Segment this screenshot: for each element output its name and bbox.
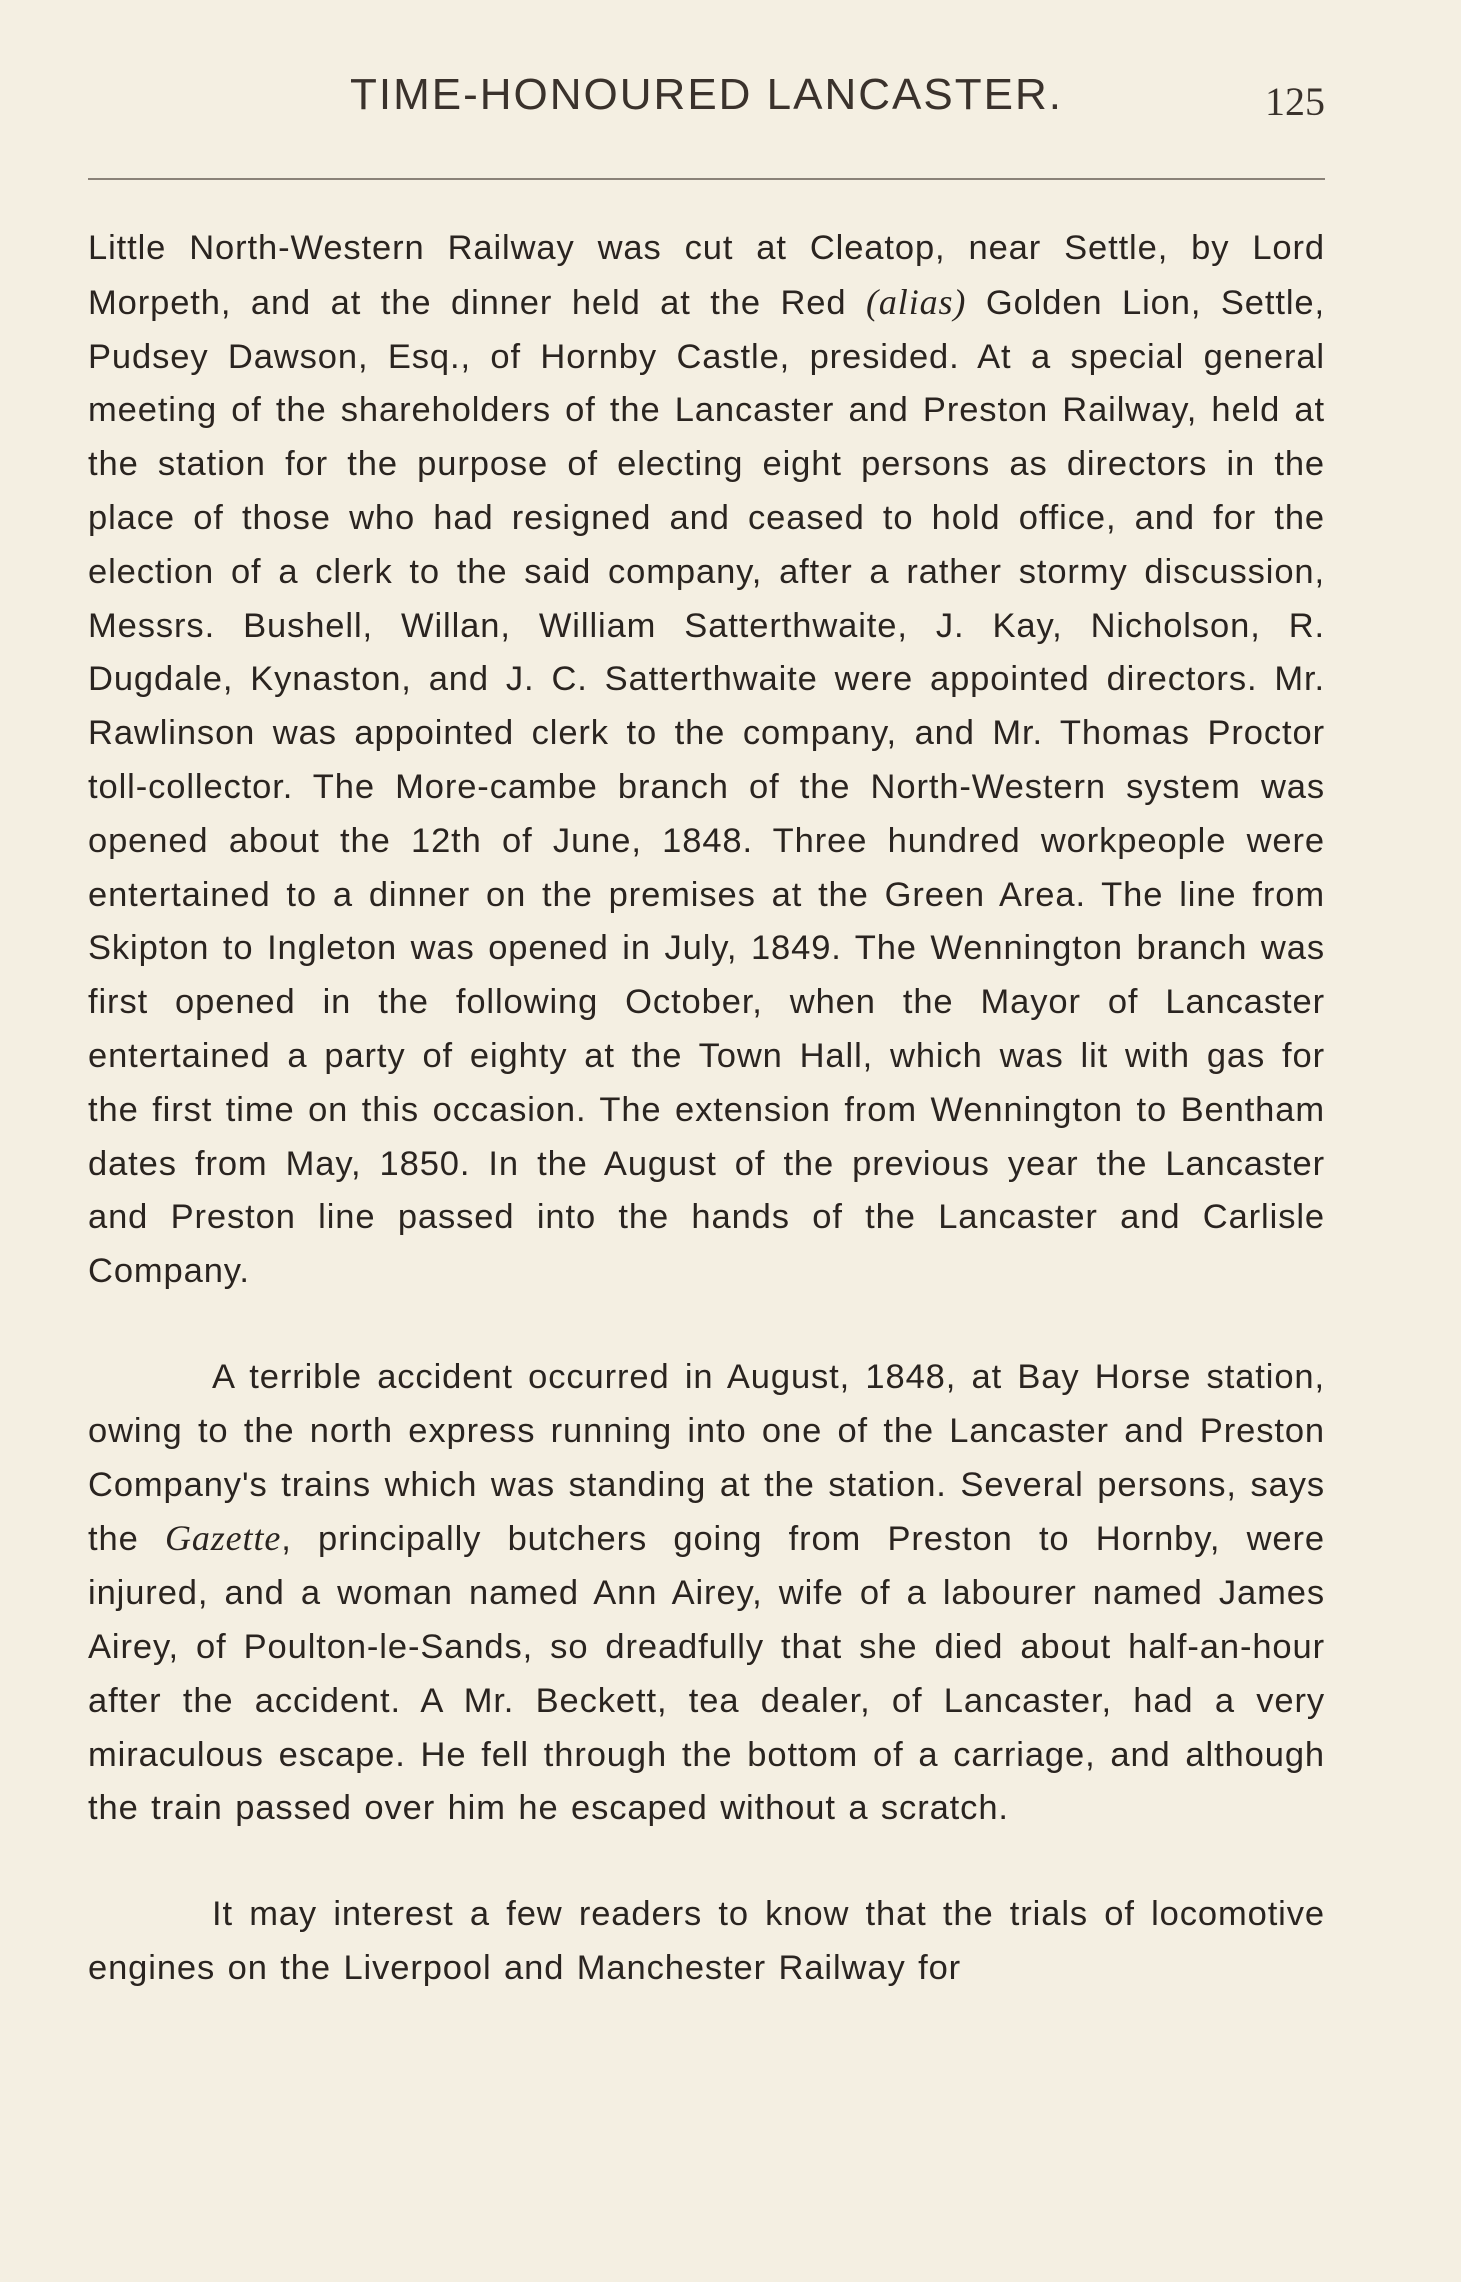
page-number: 125	[1265, 79, 1325, 124]
paragraph	[88, 1888, 1325, 1996]
text-segment: , principally butchers going from Preston to Hornby, were injured, and a woman named Ann Airey, wife of a labourer named James Airey, of Poulton-le-Sands, so dreadfully that she died about half-an-hour after the accident. A Mr. Beckett, tea dealer, of Lancaster, had a very miraculous escape. He fell through the bottom of a carriage, and although the train passed over him he escaped without a scratch.	[88, 1520, 1325, 1828]
text-segment: A terrible accident occurred in August, 1848, at Bay Horse station, owing to the north express running into one of the Lancaster and Preston Company's trains which was standing at the station. Several persons, says the	[88, 1357, 1325, 1559]
paragraph	[88, 222, 1325, 1299]
running-title: TIME-HONOURED LANCASTER.	[350, 70, 1063, 119]
text-segment: It may interest a few readers to know that the trials of locomotive engines on the Liverpool and Manchester Railway for	[88, 1895, 1325, 1987]
header-rule	[88, 178, 1325, 180]
paragraph	[88, 1351, 1325, 1836]
italic-text: Gazette	[164, 1518, 282, 1559]
text-segment: Little North-Western Railway was cut at Cleatop, near Settle, by Lord Morpeth, and at the dinner held at the Red	[88, 229, 1325, 322]
text-segment: Golden Lion, Settle, Pudsey Dawson, Esq., of Hornby Castle, presided. At a special general meeting of the shareholders of the Lancaster and Preston Railway, held at the station for the purpose of electing eight persons as directors in the place of those who had resigned and ceased to hold office, and for the election of a clerk to the said company, after a rather stormy discussion, Messrs. Bushell, Willan, William Satterthwaite, J. Kay, Nicholson, R. Dugdale, Kynaston, and J. C. Satterthwaite were appointed directors. Mr. Rawlinson was appointed clerk to the company, and Mr. Thomas Proctor toll-collector. The More-cambe branch of the North-Western system was opened about the 12th of June, 1848. Three hundred workpeople were entertained to a dinner on the premises at the Green Area. The line from Skipton to Ingleton was opened in July, 1849. The Wennington branch was first opened in the following October, when the Mayor of Lancaster entertained a party of eighty at the Town Hall, which was lit with gas for the first time on this occasion. The extension from Wennington to Bentham dates from May, 1850. In the August of the previous year the Lancaster and Preston line passed into the hands of the Lancaster and Carlisle Company.	[88, 283, 1325, 1291]
body-text	[88, 222, 1325, 1996]
italic-text: (alias)	[866, 281, 967, 322]
running-header	[88, 70, 1325, 130]
